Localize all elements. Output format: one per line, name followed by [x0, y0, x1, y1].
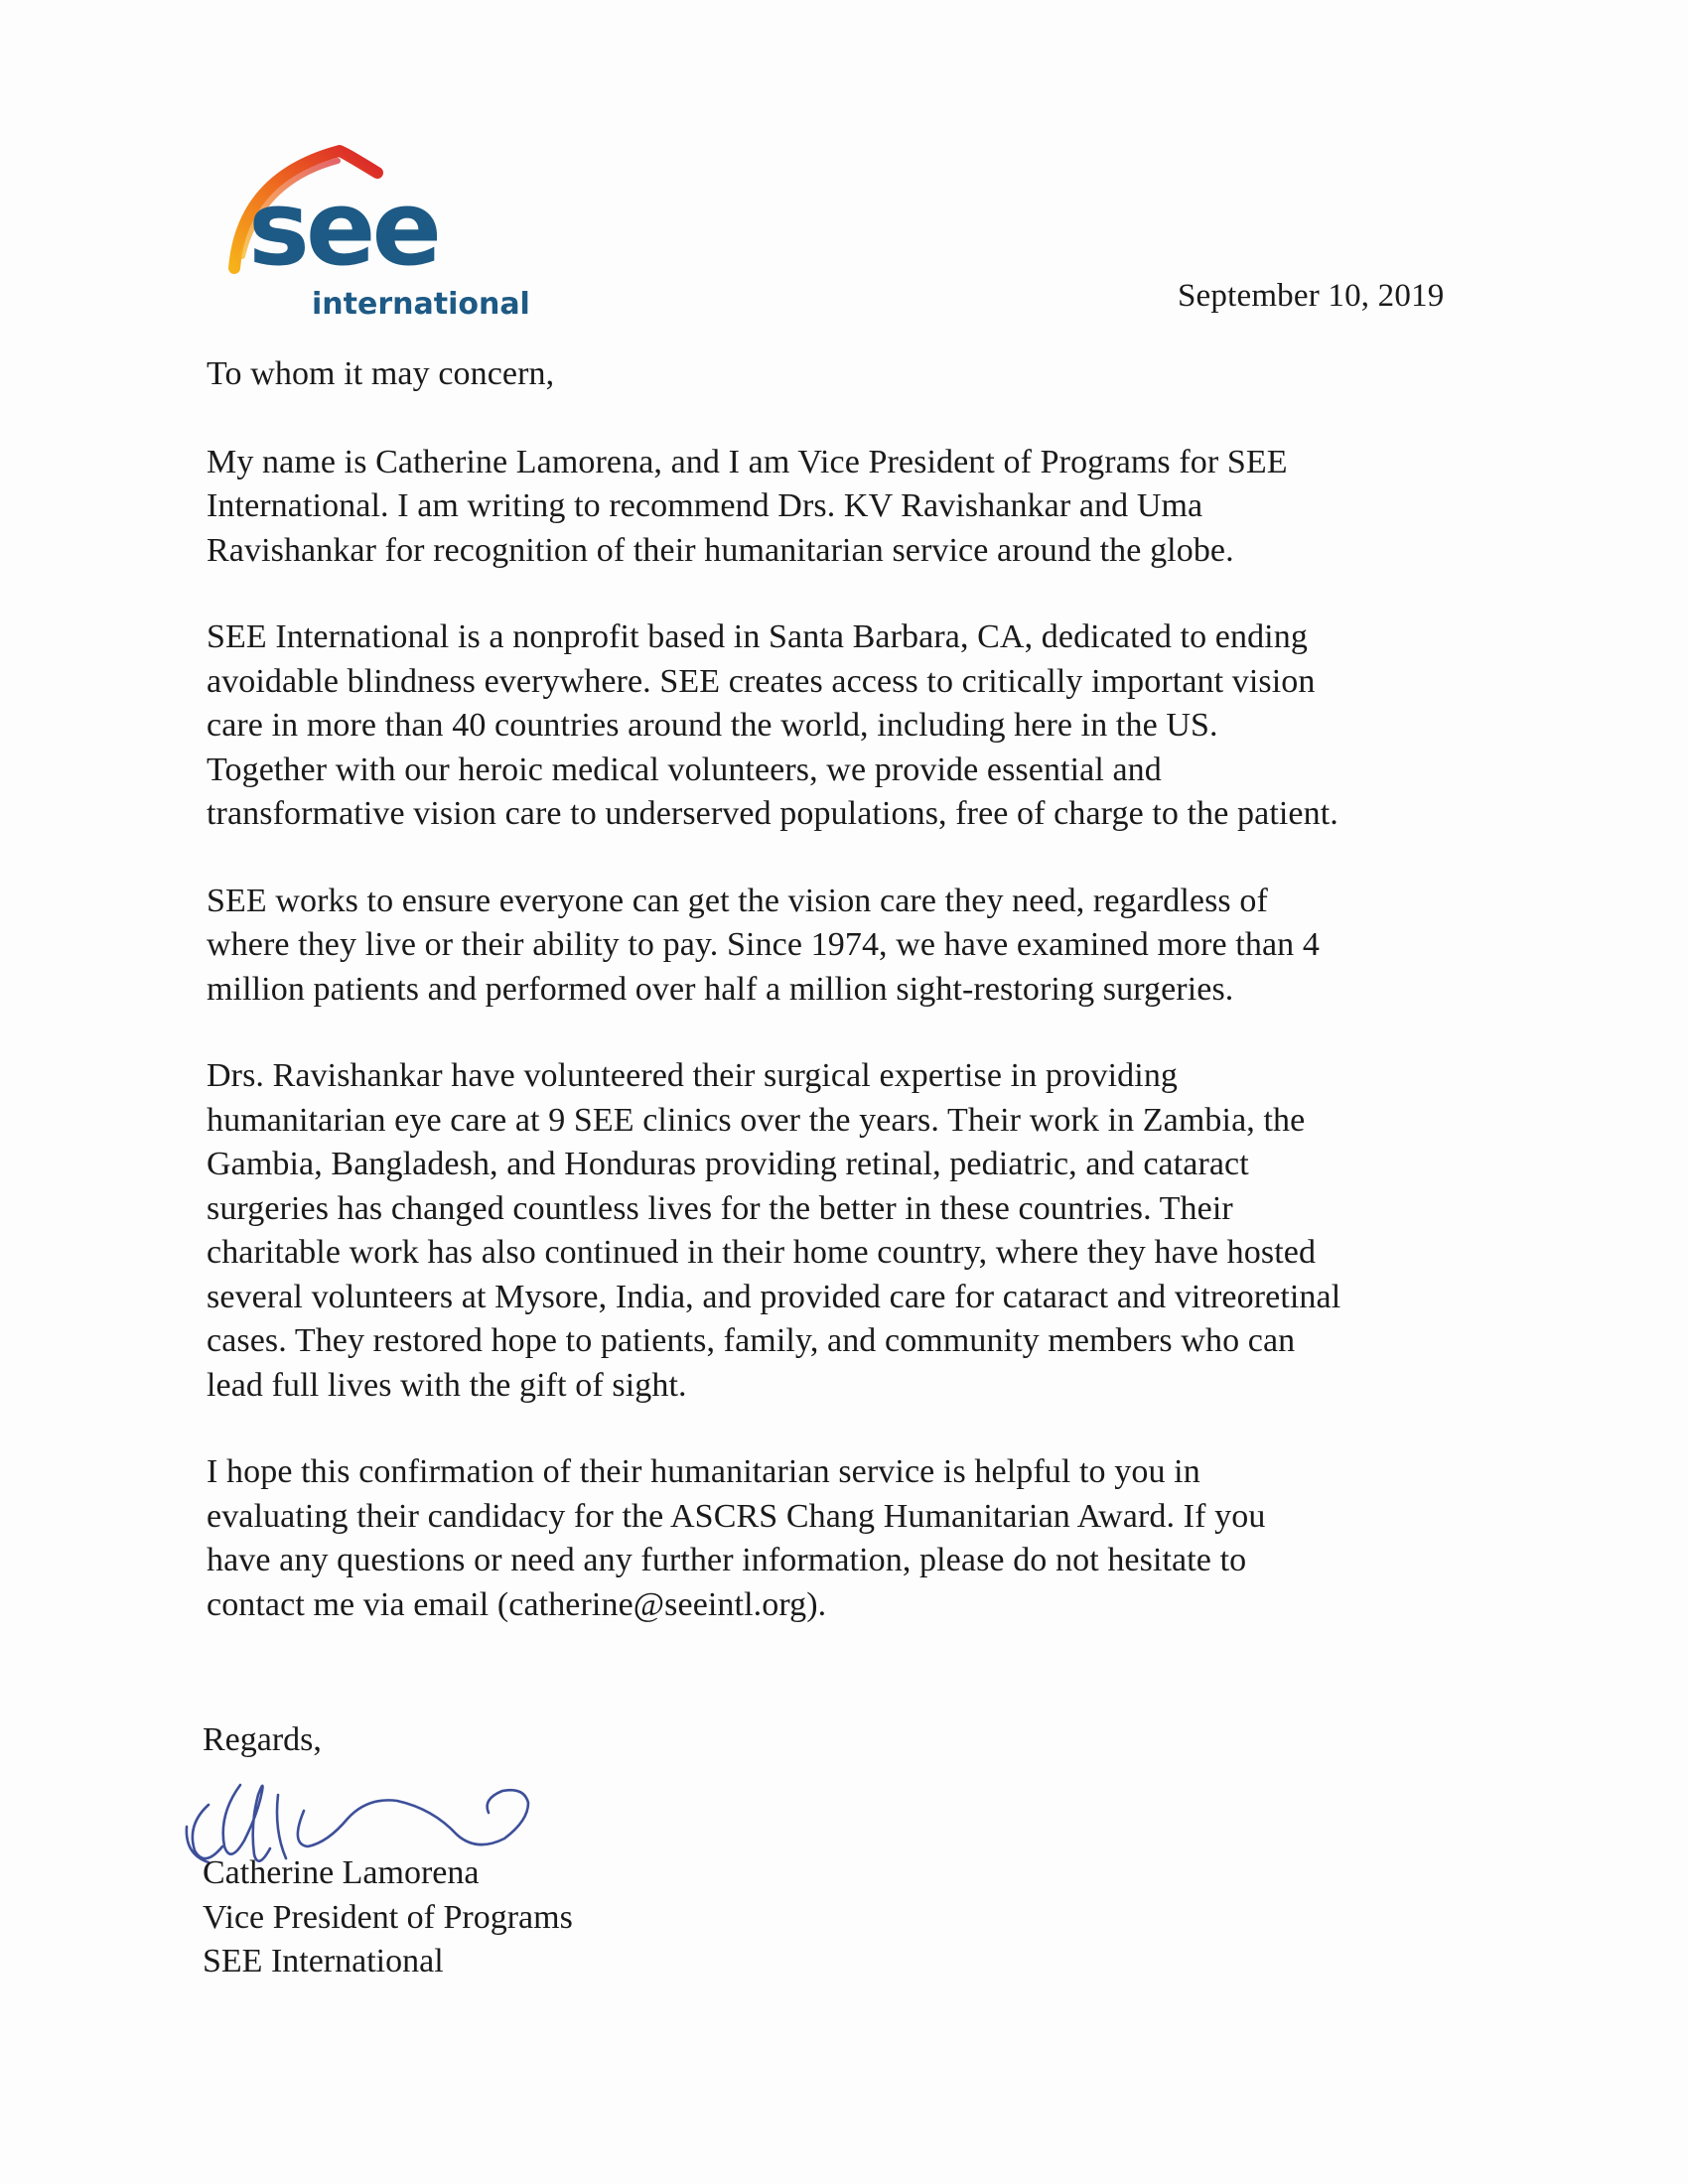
paragraph-line: Ravishankar for recognition of their humanitarian service around the globe. — [207, 531, 1234, 569]
letter-body — [207, 352, 1497, 1670]
paragraph-line: SEE International is a nonprofit based in Santa Barbara, CA, dedicated to ending — [207, 618, 1308, 655]
paragraph-line: transformative vision care to underserved populations, free of charge to the patient. — [207, 795, 1338, 832]
paragraph-line: cases. They restored hope to patients, family, and community members who can — [207, 1322, 1296, 1359]
salutation: To whom it may concern, — [207, 355, 555, 392]
signer-name: Catherine Lamorena — [203, 1854, 480, 1891]
paragraph-introduction — [207, 441, 1497, 574]
paragraph-line: Drs. Ravishankar have volunteered their surgical expertise in providing — [207, 1057, 1179, 1094]
paragraph-line: several volunteers at Mysore, India, and provided care for cataract and vitreoretinal — [207, 1278, 1341, 1315]
signer-block — [203, 1851, 573, 1984]
paragraph-recommendation — [207, 1054, 1497, 1408]
paragraph-line: million patients and performed over half a million sight-restoring surgeries. — [207, 970, 1234, 1008]
paragraph-line: My name is Catherine Lamorena, and I am Vice President of Programs for SEE — [207, 443, 1288, 480]
logo-tagline: international — [312, 287, 530, 322]
letter-date: September 10, 2019 — [1178, 278, 1445, 314]
paragraph-organization — [207, 615, 1497, 837]
logo-wordmark: see — [248, 168, 438, 289]
closing: Regards, — [203, 1721, 322, 1758]
paragraph-line: contact me via email (catherine@seeintl.org). — [207, 1585, 827, 1623]
paragraph-line: SEE works to ensure everyone can get the vision care they need, regardless of — [207, 882, 1268, 919]
signer-title: Vice President of Programs — [203, 1898, 573, 1936]
signer-organization: SEE International — [203, 1943, 444, 1979]
paragraph-line: have any questions or need any further information, please do not hesitate to — [207, 1542, 1247, 1578]
logo-graphic — [220, 137, 538, 336]
paragraph-line: International. I am writing to recommend Drs. KV Ravishankar and Uma — [207, 487, 1203, 524]
paragraph-line: charitable work has also continued in their home country, where they have hosted — [207, 1234, 1317, 1271]
paragraph-line: lead full lives with the gift of sight. — [207, 1366, 687, 1404]
paragraph-line: surgeries has changed countless lives for the better in these countries. Their — [207, 1189, 1233, 1227]
paragraph-line: Gambia, Bangladesh, and Honduras providing retinal, pediatric, and cataract — [207, 1146, 1249, 1182]
paragraph-line: evaluating their candidacy for the ASCRS Chang Humanitarian Award. If you — [207, 1497, 1266, 1535]
paragraph-conclusion — [207, 1450, 1497, 1627]
paragraph-line: avoidable blindness everywhere. SEE creates access to critically important vision — [207, 662, 1316, 700]
paragraph-line: I hope this confirmation of their humanitarian service is helpful to you in — [207, 1453, 1200, 1490]
paragraph-line: Together with our heroic medical volunteers, we provide essential and — [207, 751, 1162, 788]
paragraph-line: care in more than 40 countries around the world, including here in the US. — [207, 707, 1218, 744]
paragraph-line: humanitarian eye care at 9 SEE clinics over the years. Their work in Zambia, the — [207, 1101, 1306, 1139]
paragraph-mission — [207, 880, 1497, 1013]
see-international-logo — [220, 137, 538, 336]
paragraph-line: where they live or their ability to pay. Since 1974, we have examined more than 4 — [207, 926, 1320, 963]
